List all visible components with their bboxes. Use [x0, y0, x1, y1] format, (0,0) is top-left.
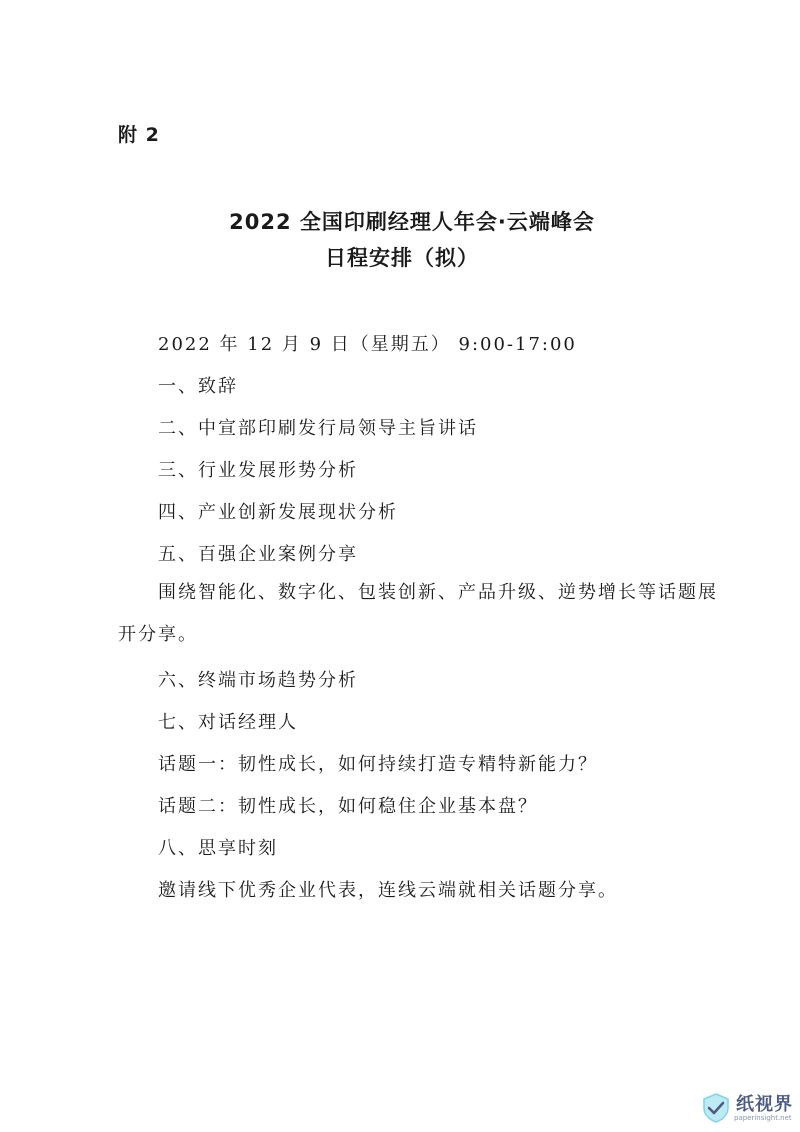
watermark-brand: 纸视界: [736, 1094, 793, 1115]
agenda-item-3: 三、行业发展形势分析: [158, 460, 358, 481]
document-title: 2022 全国印刷经理人年会·云端峰会: [229, 210, 595, 234]
watermark-logo: [700, 1088, 796, 1128]
dialogue-topic-1: 话题一：韧性成长，如何持续打造专精特新能力？: [158, 754, 598, 775]
agenda-item-5-detail: 围绕智能化、数字化、包装创新、产品升级、逆势增长等话题展开分享。: [118, 582, 718, 645]
agenda-item-4: 四、产业创新发展现状分析: [158, 502, 398, 523]
schedule-date: 2022 年 12 月 9 日（星期五） 9:00-17:00: [158, 334, 577, 355]
document-subtitle: 日程安排（拟）: [325, 246, 479, 270]
agenda-item-8: 八、思享时刻: [158, 838, 278, 859]
agenda-item-6: 六、终端市场趋势分析: [158, 670, 358, 691]
agenda-item-8-detail: 邀请线下优秀企业代表，连线云端就相关话题分享。: [158, 880, 618, 901]
agenda-item-5: 五、百强企业案例分享: [158, 544, 358, 565]
check-shield-icon: [700, 1092, 732, 1124]
attachment-label: 附 2: [118, 124, 160, 146]
agenda-item-1: 一、致辞: [158, 376, 238, 397]
dialogue-topic-2: 话题二：韧性成长，如何稳住企业基本盘？: [158, 796, 538, 817]
agenda-item-7: 七、对话经理人: [158, 712, 298, 733]
agenda-item-2: 二、中宣部印刷发行局领导主旨讲话: [158, 418, 478, 439]
watermark-url: paperinsight.net: [734, 1114, 792, 1122]
